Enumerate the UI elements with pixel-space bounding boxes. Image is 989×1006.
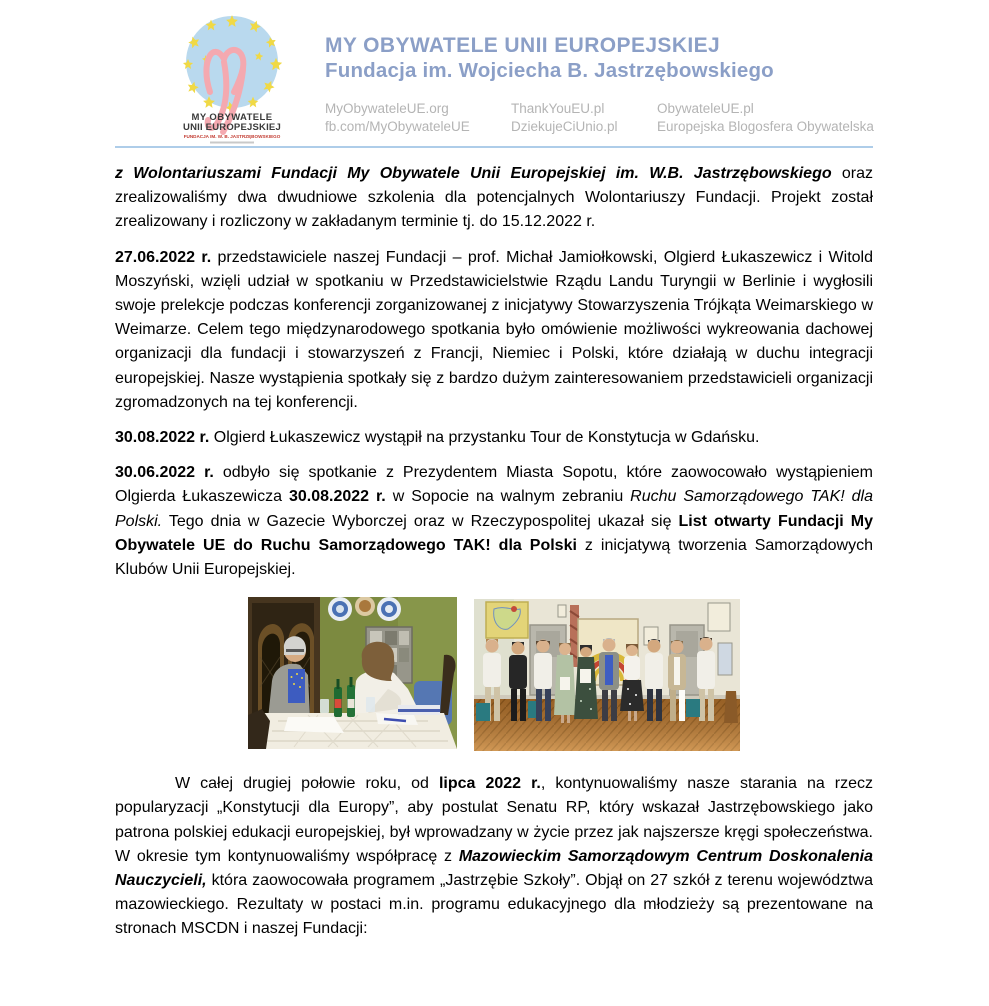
logo-tagline-bar (210, 142, 254, 144)
text-run: Mazowieckim Samorządowym Centrum Doskonalenia Nauczycieli, (115, 847, 873, 890)
paragraph (115, 246, 873, 415)
contact-links (325, 100, 874, 135)
text-run: lipca 2022 r. (438, 775, 541, 793)
text-run: która zaowocowała programem „Jastrzębie Szkoły”. Objął on 27 szkół z terenu województwa mazowieckiego. Rezultaty w postaci m.in. programu edukacyjnego dla młodzieży są prezentowane na stronach MSCDN i naszej Fundacji: (115, 872, 873, 938)
paragraph (115, 426, 873, 450)
text-run: 27.06.2022 r. (115, 248, 212, 266)
text-run: Tego dnia w Gazecie Wyborczej oraz w Rzeczypospolitej ukazał się (162, 512, 679, 530)
photo-row (115, 597, 873, 751)
document-body (115, 162, 873, 953)
text-run: z Wolontariuszami Fundacji My Obywatele Unii Europejskiej im. W.B. Jastrzębowskiego (115, 165, 832, 182)
link-dziekujeciunio: DziekujeCiUnio.pl (511, 118, 618, 134)
paragraphs-before-photos (115, 162, 873, 582)
text-run: w Sopocie na walnym zebraniu (385, 488, 631, 506)
foundation-logo (166, 12, 302, 148)
stool (724, 691, 738, 723)
text-run: W całej drugiej połowie roku, od (175, 775, 439, 793)
link-blogosfera: Europejska Blogosfera Obywatelska (657, 118, 874, 134)
group-photo (474, 599, 740, 751)
text-run: przedstawiciele naszej Fundacji – prof. Michał Jamiołkowski, Olgierd Łukaszewicz i Witold Moszyński, wzięli udział w spotkaniu w Przedstawicielstwie Rządu Landu Turyngii w Berlinie i wygłosili swoje prelekcje podczas konferencji zorganizowanej z inicjatywy Stowarzyszenia Trójkąta Weimarskiego w Weimarze. Celem tego międzynarodowego spotkania było omówienie możliwości wykreowania dachowej organizacji dla fundacji i stowarzyszeń z Francji, Niemiec i Polski, które działają w duchu integracji europejskiej. Nasze wystąpienia spotkały się z bardzo dużym zainteresowaniem przedstawicieli organizacji zgromadzonych na tej konferencji. (115, 248, 874, 411)
paragraph (115, 461, 873, 582)
link-facebook: fb.com/MyObywateleUE (325, 118, 470, 134)
text-run: Olgierd Łukaszewicz wystąpił na przystanku Tour de Konstytucja w Gdańsku. (209, 429, 760, 447)
text-run: odbyło się spotkanie z Prezydentem Miasta Sopotu, które zaowocowało wystąpieniem Olgierda Łukaszewicza (115, 464, 874, 506)
wall-map (486, 602, 528, 638)
meeting-photo (248, 597, 457, 749)
link-thankyoueu: ThankYouEU.pl (511, 101, 605, 116)
org-title: MY OBYWATELE UNII EUROPEJSKIEJ (325, 34, 721, 57)
org-subtitle: Fundacja im. Wojciecha B. Jastrzębowskiego (325, 59, 774, 82)
letterhead (0, 0, 989, 148)
text-run: oraz zrealizowaliśmy dwa dwudniowe szkolenia dla potencjalnych Wolontariuszy Fundacji. Projekt został zrealizowany i rozliczony w zakładanym terminie tj. do 15.12.2022 r. (115, 165, 873, 231)
logo-text-line3: FUNDACJA IM. W. B. JASTRZĘBOWSKIEGO (183, 134, 281, 139)
paragraph (115, 772, 873, 941)
link-obywateleue: ObywateleUE.pl (657, 101, 754, 116)
header-divider (115, 146, 873, 148)
link-website-org: MyObywateleUE.org (325, 101, 449, 116)
paragraph (115, 162, 873, 235)
text-run: List otwarty Fundacji My Obywatele UE do Ruchu Samorządowego TAK! dla Polski (115, 512, 874, 554)
paragraphs-after-photos (115, 772, 873, 941)
text-run: 30.06.2022 r. (115, 464, 214, 482)
logo-text-line1: MY OBYWATELE (191, 112, 273, 123)
text-run: z inicjatywą tworzenia Samorządowych Klubów Unii Europejskiej. (115, 536, 873, 579)
text-run: 30.08.2022 r. (288, 488, 386, 506)
text-run: , kontynuowaliśmy nasze starania na rzecz popularyzacji „Konstytucji dla Europy”, aby postulat Senatu RP, który wskazał Jastrzębowskiego jako patrona polskiej edukacji europejskiej, był wprowadzany w życie przez jak najszersze kręgi społeczeństwa. W okresie tym kontynuowaliśmy współpracę z (115, 775, 874, 865)
text-run: 30.08.2022 r. (115, 429, 210, 447)
logo-text-line2: UNII EUROPEJSKIEJ (183, 122, 281, 133)
text-run: Ruchu Samorządowego TAK! dla Polski. (115, 488, 874, 530)
